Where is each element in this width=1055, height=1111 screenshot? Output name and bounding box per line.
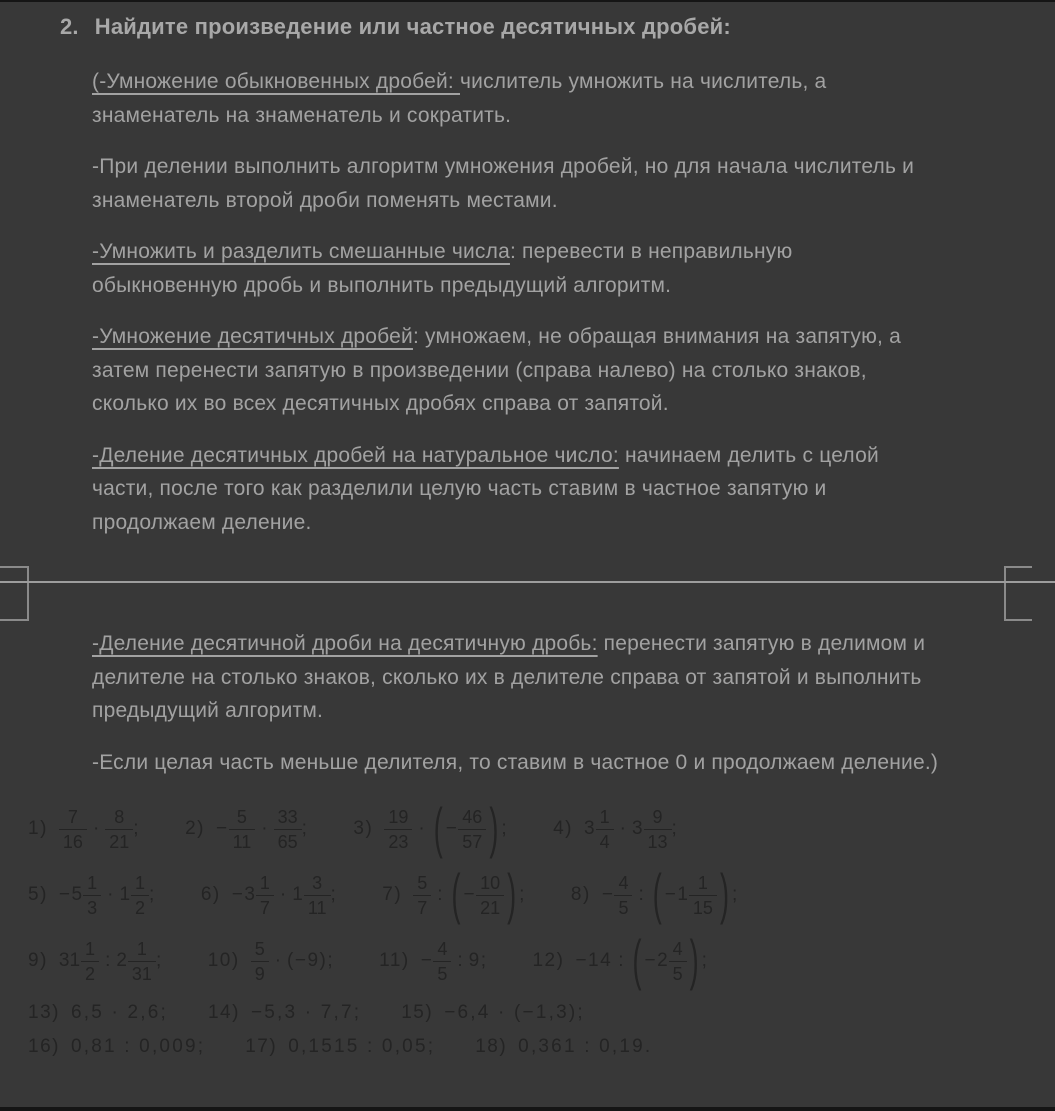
fraction	[596, 808, 614, 851]
exercise-problem	[28, 1036, 205, 1058]
left-paren: (	[451, 863, 461, 925]
math-text: ;	[301, 818, 309, 839]
fraction	[384, 808, 412, 851]
math-text: 0,361 : 0,19.	[518, 1036, 653, 1057]
operator: :	[638, 884, 644, 905]
fraction	[689, 874, 717, 917]
numerator: 1	[87, 872, 98, 893]
exercise-problem	[401, 1002, 585, 1024]
problem-number: 12)	[532, 950, 565, 971]
math-text: −	[664, 884, 678, 905]
fraction	[476, 874, 504, 917]
exercise-problem	[379, 940, 487, 983]
paragraph-multiplication-common-fractions	[92, 65, 942, 132]
fraction	[251, 940, 269, 983]
page-corner-mark-right-bottom	[1004, 583, 1032, 621]
mixed-number	[584, 808, 614, 851]
exercise-problem	[570, 863, 739, 925]
exercise-row	[28, 928, 1055, 994]
paragraph-multiplication-decimals	[92, 320, 942, 421]
whole-part: 3	[244, 884, 255, 905]
denominator: 5	[669, 961, 687, 983]
exercise-problem	[532, 929, 709, 991]
left-paren: (	[632, 929, 642, 991]
problem-number: 14)	[207, 1002, 240, 1023]
paragraph-division-decimal-by-decimal	[92, 627, 942, 728]
numerator: 5	[254, 938, 265, 959]
fraction	[128, 940, 156, 983]
math-text: 6,5 · 2,6;	[70, 1002, 168, 1023]
exercise-row	[28, 998, 1055, 1028]
fraction	[81, 940, 99, 983]
math-text: −	[231, 884, 245, 905]
title-number: 2.	[60, 14, 79, 39]
math-text: −	[215, 818, 229, 839]
numerator: 4	[672, 938, 683, 959]
fraction	[433, 940, 451, 983]
exercise-problem	[382, 863, 526, 925]
denominator: 21	[105, 829, 133, 851]
problem-number: 4)	[553, 818, 574, 839]
problem-number: 8)	[570, 884, 591, 905]
paragraph-integer-part-rule	[92, 746, 942, 780]
problem-number: 16)	[28, 1036, 60, 1057]
fraction	[644, 808, 672, 851]
math-text: ;	[731, 884, 739, 905]
paragraph-heading: -Деление десятичной дроби на десятичную дробь:	[92, 632, 598, 655]
whole-part: 2	[657, 950, 668, 971]
paragraph-heading: -Деление десятичных дробей на натуральное число:	[92, 443, 619, 467]
title-text: Найдите произведение или частное десятичных дробей:	[94, 14, 731, 39]
right-paren: )	[689, 929, 699, 991]
exercise-problem	[28, 1002, 168, 1024]
mixed-number	[119, 874, 149, 917]
exercise-problem	[201, 874, 337, 917]
fraction	[413, 874, 431, 917]
operator: ·	[261, 818, 268, 839]
fraction	[669, 940, 687, 983]
left-paren: (	[652, 863, 662, 925]
problem-number: 13)	[28, 1002, 60, 1023]
exercise-problem	[28, 874, 156, 917]
fraction	[131, 874, 149, 917]
math-text: ;	[133, 818, 141, 839]
operator: ·	[92, 818, 100, 839]
denominator: 31	[128, 961, 156, 983]
operator: :	[618, 950, 624, 971]
whole-part: 5	[71, 884, 83, 905]
problem-number: 2)	[185, 818, 205, 839]
math-text: −	[420, 950, 434, 971]
problem-number: 10)	[207, 950, 240, 971]
paragraph-heading: (-Умножение обыкновенных дробей:	[92, 70, 460, 93]
paragraph-division-rule	[92, 150, 942, 217]
fraction	[83, 874, 101, 917]
paragraph-division-decimal-by-natural	[92, 439, 942, 540]
denominator: 57	[458, 829, 486, 851]
whole-part: 1	[677, 884, 688, 905]
math-text: −6,4 · (−1,3);	[444, 1002, 585, 1023]
whole-part: 1	[119, 884, 131, 905]
denominator: 7	[256, 895, 274, 917]
exercise-problem	[475, 1036, 652, 1058]
exercise-row	[28, 796, 1055, 862]
math-text: (−9);	[287, 950, 335, 971]
whole-part: 2	[116, 950, 127, 971]
mixed-number	[116, 940, 156, 983]
problem-number: 15)	[401, 1002, 434, 1023]
numerator: 1	[259, 872, 270, 893]
page-break	[0, 539, 1055, 627]
paragraph-heading: -Умножить и разделить смешанные числа	[92, 240, 510, 263]
problem-number: 6)	[200, 884, 221, 905]
math-text: −	[601, 884, 615, 905]
operator: ·	[619, 818, 626, 839]
numerator: 9	[652, 806, 663, 827]
numerator: 7	[67, 806, 78, 827]
math-text: ;	[519, 884, 526, 905]
page-title	[60, 14, 1055, 40]
operator: ·	[279, 884, 287, 905]
numerator: 1	[136, 938, 147, 959]
exercise-problem	[208, 1002, 361, 1024]
denominator: 3	[83, 895, 101, 917]
numerator: 1	[135, 872, 146, 893]
numerator: 1	[697, 872, 708, 893]
mixed-number	[59, 940, 99, 983]
numerator: 4	[437, 938, 448, 959]
paragraph-text: перенести запятую в делимом и делителе на столько знаков, сколько их в делителе справа от запятой и выполнить предыдущий алгоритм.	[92, 632, 926, 722]
paragraph-text: : умножаем, не обращая внимания на запятую, а затем перенести запятую в произведении (справа налево) на столько знаков, сколько их во всех десятичных дробях справа от запятой.	[92, 325, 901, 415]
math-text: 0,1515 : 0,05;	[288, 1036, 436, 1057]
fraction	[304, 874, 331, 917]
operator: ·	[418, 818, 425, 839]
exercise-row	[28, 862, 1055, 928]
right-paren: )	[719, 863, 729, 925]
problem-number: 11)	[379, 950, 410, 971]
denominator: 4	[596, 829, 614, 851]
right-paren: )	[489, 797, 499, 859]
denominator: 9	[251, 961, 269, 983]
exercise-row	[28, 1032, 1055, 1062]
denominator: 5	[614, 895, 632, 917]
problem-number: 17)	[245, 1036, 278, 1057]
denominator: 21	[476, 895, 504, 917]
numerator: 3	[312, 872, 323, 893]
exercises	[28, 796, 1055, 1062]
problem-number: 18)	[475, 1036, 508, 1057]
fraction	[59, 808, 87, 851]
operator: :	[457, 950, 463, 971]
mixed-number	[632, 808, 672, 851]
denominator: 11	[304, 895, 331, 917]
numerator: 8	[114, 806, 125, 827]
left-paren: (	[433, 797, 443, 859]
fraction	[614, 874, 632, 917]
denominator: 5	[433, 961, 451, 983]
problem-number: 5)	[28, 884, 48, 905]
math-text: −	[445, 818, 459, 839]
numerator: 5	[417, 872, 428, 893]
problem-number: 3)	[353, 818, 374, 839]
bottom-edge-line	[0, 1107, 1055, 1111]
paragraph-text: : перевести в неправильную обыкновенную дробь и выполнить предыдущий алгоритм.	[92, 240, 793, 297]
whole-part: 31	[58, 950, 81, 971]
whole-part: 3	[631, 818, 643, 839]
problem-number: 7)	[382, 884, 403, 905]
math-text: ;	[149, 884, 156, 905]
paragraph-text: -Если целая часть меньше делителя, то ставим в частное 0 и продолжаем деление.)	[92, 750, 939, 774]
numerator: 1	[599, 806, 610, 827]
math-text: ;	[701, 950, 709, 971]
fraction	[229, 808, 256, 851]
numerator: 46	[462, 806, 483, 827]
right-paren: )	[507, 863, 517, 925]
denominator: 15	[689, 895, 717, 917]
whole-part: 3	[584, 818, 595, 839]
denominator: 23	[384, 829, 412, 851]
math-text: 9;	[468, 950, 488, 971]
mixed-number	[292, 874, 330, 917]
math-text: −	[58, 884, 72, 905]
fraction	[105, 808, 133, 851]
operator: ·	[107, 884, 114, 905]
paragraph-text: -При делении выполнить алгоритм умножения дробей, но для начала числитель и знаменатель второй дроби поменять местами.	[92, 155, 915, 212]
mixed-number	[244, 874, 274, 917]
numerator: 4	[618, 872, 629, 893]
denominator: 65	[274, 829, 302, 851]
math-text: ;	[671, 818, 679, 839]
paragraph-heading: -Умножение десятичных дробей	[92, 325, 413, 348]
paragraph-text: начинаем делить с целой части, после того как разделили целую часть ставим в частное запятую и продолжаем деление.	[92, 443, 879, 534]
top-edge-line	[0, 0, 1055, 2]
exercise-problem	[28, 808, 140, 851]
numerator: 33	[277, 806, 298, 827]
math-text: ;	[155, 950, 163, 971]
whole-part: 1	[292, 884, 303, 905]
denominator: 7	[413, 895, 431, 917]
mixed-number	[677, 874, 717, 917]
denominator: 2	[81, 961, 99, 983]
exercise-problem	[553, 808, 678, 851]
denominator: 13	[644, 829, 672, 851]
operator: ·	[274, 950, 282, 971]
problem-number: 9)	[28, 950, 48, 971]
fraction	[256, 874, 274, 917]
numerator: 10	[480, 872, 501, 893]
fraction	[458, 808, 486, 851]
paragraph-text: числитель умножить на числитель, а знаменатель на знаменатель и сократить.	[92, 70, 827, 127]
page-break-line	[0, 581, 1055, 583]
exercise-problem	[28, 940, 163, 983]
operator: :	[105, 950, 111, 971]
denominator: 2	[131, 895, 149, 917]
mixed-number	[657, 940, 687, 983]
numerator: 19	[388, 806, 409, 827]
math-text: −14	[575, 950, 613, 971]
math-text: −	[644, 950, 658, 971]
mixed-number	[72, 874, 102, 917]
exercise-problem	[185, 808, 308, 851]
math-text: ;	[501, 818, 509, 839]
denominator: 11	[229, 829, 256, 851]
math-text: 0,81 : 0,009;	[70, 1036, 206, 1057]
exercise-problem	[353, 797, 509, 859]
numerator: 5	[236, 806, 247, 827]
math-text: −	[463, 884, 477, 905]
exercise-problem	[208, 940, 334, 983]
fraction	[274, 808, 302, 851]
exercise-problem	[245, 1036, 435, 1058]
numerator: 1	[85, 938, 96, 959]
denominator: 16	[59, 829, 87, 851]
paragraph-mixed-numbers	[92, 235, 942, 302]
page-corner-mark-left-bottom	[0, 583, 29, 621]
math-text: ;	[330, 884, 338, 905]
operator: :	[437, 884, 443, 905]
problem-number: 1)	[28, 818, 48, 839]
math-text: −5,3 · 7,7;	[250, 1002, 362, 1023]
